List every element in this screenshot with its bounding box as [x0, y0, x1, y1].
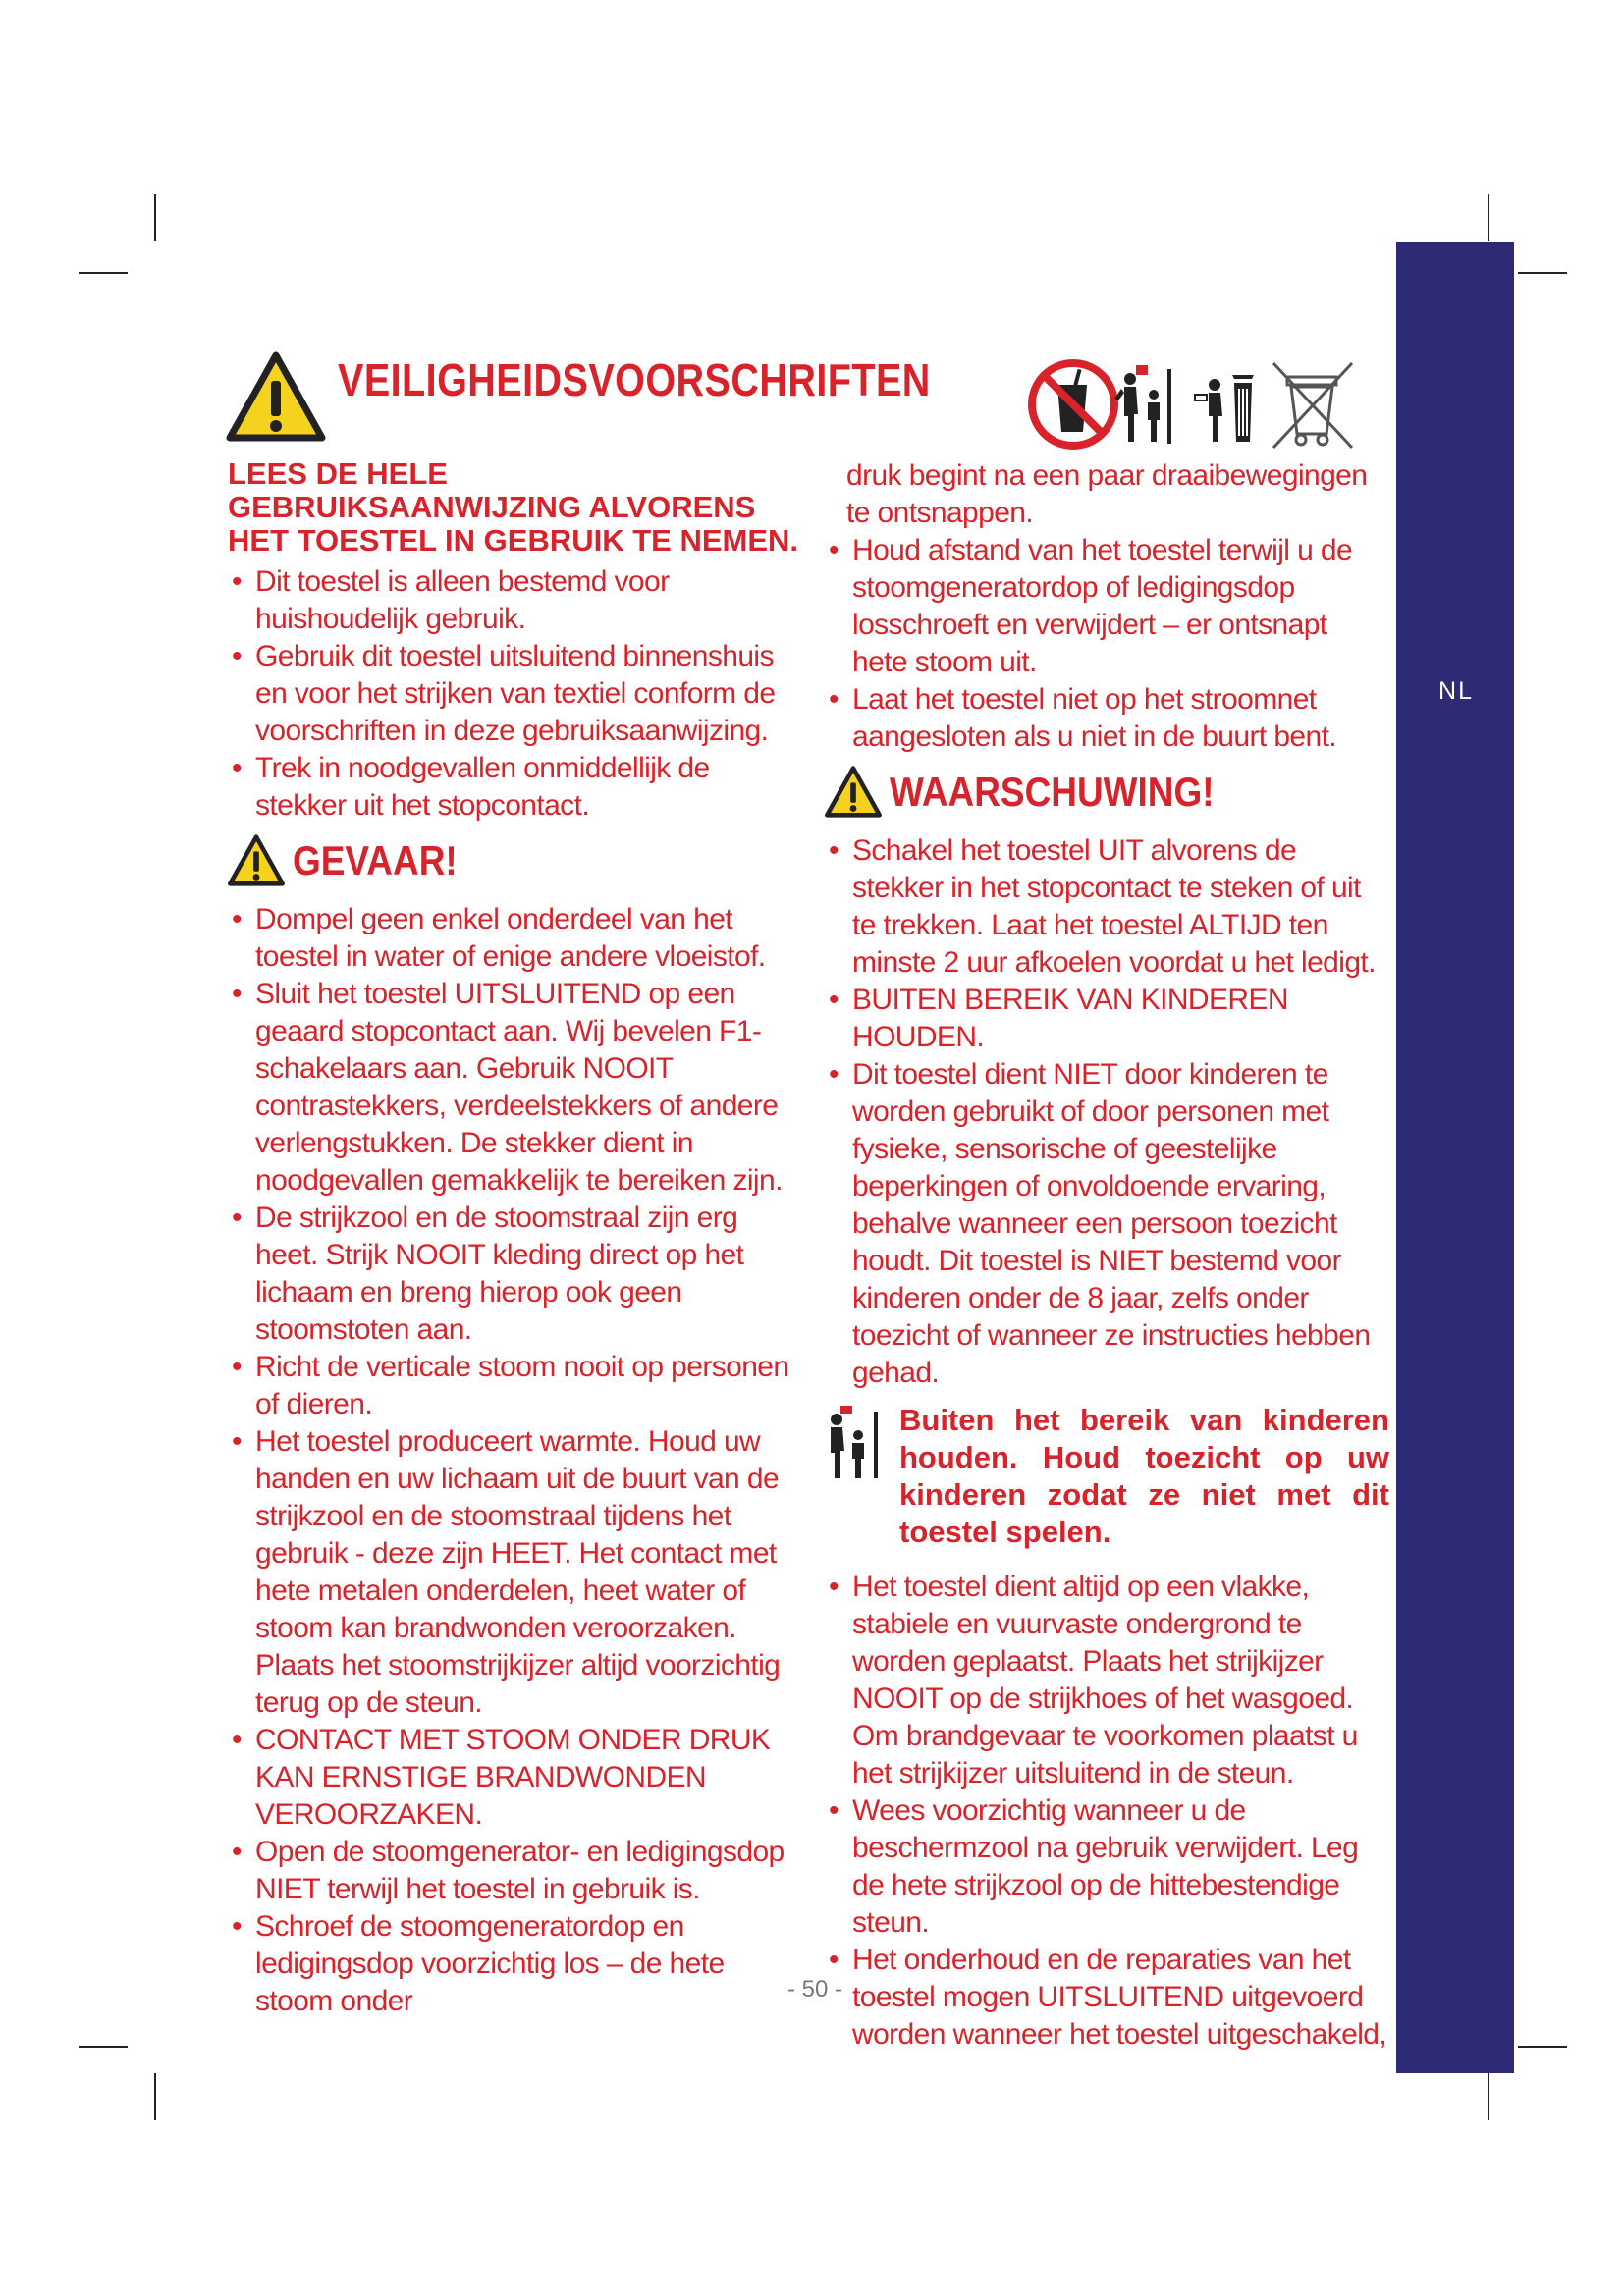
left-column — [228, 457, 807, 2020]
danger-heading — [228, 834, 807, 887]
list-item: • Richt de verticale stoom nooit op personen of dieren. — [228, 1349, 807, 1423]
children-near-appliance-icon — [825, 1406, 884, 1480]
list-item: • Sluit het toestel UITSLUITEND op een geaard stopcontact aan. Wij bevelen F1-schakelaars aan. Gebruik NOOIT contrastekkers, verdeelstekkers of andere verlengstukken. De stekker dient in noodgevallen gemakkelijk te bereiken zijn. — [228, 976, 807, 1200]
crop-mark — [154, 194, 156, 241]
lead-instruction: LEES DE HELE GEBRUIKSAANWIJZING ALVORENS HET TOESTEL IN GEBRUIK TE NEMEN. — [228, 456, 799, 558]
warning-title: WAARSCHUWING! — [890, 769, 1215, 815]
list-item: • Houd afstand van het toestel terwijl u de stoomgeneratordop of ledigingsdop losschroeft en verwijdert – er ontsnapt hete stoom uit. — [825, 532, 1389, 681]
list-item: • Gebruik dit toestel uitsluitend binnenshuis en voor het strijken van textiel conform de voorschriften in deze gebruiksaanwijzing. — [228, 638, 807, 750]
warning-triangle-icon — [228, 834, 285, 887]
language-side-tab — [1396, 242, 1514, 2073]
crop-mark — [1488, 194, 1489, 241]
list-item: • Schroef de stoomgeneratordop en ledigingsdop voorzichtig los – de hete stoom onder — [228, 1908, 807, 2020]
children-notice-text: Buiten het bereik van kinderen houden. Houd toezicht op uw kinderen zodat ze niet met dit toestel spelen. — [899, 1403, 1389, 1549]
warning-list — [825, 832, 1389, 1392]
list-item: • Dit toestel is alleen bestemd voor huishoudelijk gebruik. — [228, 563, 807, 638]
list-item: • Schakel het toestel UIT alvorens de stekker in het stopcontact te steken of uit te trekken. Laat het toestel ALTIJD ten minste 2 uur afkoelen voordat u het ledigt. — [825, 832, 1389, 982]
continued-text: druk begint na een paar draaibewegingen te ontsnappen. — [846, 459, 1368, 529]
list-item: • Het toestel produceert warmte. Houd uw handen en uw lichaam uit de buurt van de strijkzool en de stoomstraal tijdens het gebruik - deze zijn HEET. Het contact met hete metalen onderdelen, heet water of stoom kan brandwonden veroorzaken. Plaats het stoomstrijkijzer altijd voorzichtig terug op de steun. — [228, 1423, 807, 1722]
right-column — [825, 457, 1389, 2054]
children-notice — [825, 1402, 1389, 1551]
danger-list — [228, 901, 807, 2020]
list-item: • Het onderhoud en de reparaties van het toestel mogen UITSLUITEND uitgevoerd worden wanneer het toestel uitgeschakeld, — [825, 1942, 1389, 2054]
list-item: • Dompel geen enkel onderdeel van het toestel in water of enige andere vloeistof. — [228, 901, 807, 976]
recycle-bin-icon — [1195, 375, 1254, 442]
page-number: - 50 - — [786, 1976, 842, 2002]
list-item: • Dit toestel dient NIET door kinderen te worden gebruikt of door personen met fysieke, sensorische of geestelijke beperkingen of onvoldoende ervaring, behalve wanneer een persoon toezicht houdt. Dit toestel is NIET bestemd voor kinderen onder de 8 jaar, zelfs onder toezicht of wanneer ze instructies hebben gehad. — [825, 1056, 1389, 1392]
intro-list — [228, 563, 807, 825]
crop-mark — [1488, 2073, 1489, 2120]
list-item: • Het toestel dient altijd op een vlakke, stabiele en vuurvaste ondergrond te worden geplaatst. Plaats het strijkijzer NOOIT op de strijkhoes of het wasgoed. Om brandgevaar te voorkomen plaatst u het strijkijzer uitsluitend in de steun. — [825, 1569, 1389, 1792]
no-drinking-icon — [1032, 363, 1114, 446]
page-title: VEILIGHEIDSVOORSCHRIFTEN — [338, 354, 931, 405]
crop-mark — [79, 272, 128, 274]
danger-title: GEVAAR! — [293, 837, 458, 883]
list-item: • Trek in noodgevallen onmiddellijk de stekker uit het stopcontact. — [228, 750, 807, 825]
list-item: • Laat het toestel niet op het stroomnet aangesloten als u niet in de buurt bent. — [825, 681, 1389, 756]
crop-mark — [1518, 2046, 1567, 2048]
warning-triangle-icon — [226, 351, 326, 449]
list-item: • Open de stoomgenerator- en ledigingsdop NIET terwijl het toestel in gebruik is. — [228, 1834, 807, 1908]
crop-mark — [79, 2046, 128, 2048]
list-item: • CONTACT MET STOOM ONDER DRUK KAN ERNSTIGE BRANDWONDEN VEROORZAKEN. — [228, 1722, 807, 1834]
children-near-appliance-icon — [1114, 365, 1171, 444]
warning-heading — [825, 766, 1389, 819]
list-item: • De strijkzool en de stoomstraal zijn erg heet. Strijk NOOIT kleding direct op het lichaam en breng hierop ook geen stoomstoten aan. — [228, 1200, 807, 1349]
crop-mark — [1518, 272, 1567, 274]
language-label: NL — [1438, 677, 1474, 705]
warning-triangle-icon — [825, 766, 882, 819]
placement-list — [825, 1569, 1389, 2054]
pictogram-strip — [1026, 355, 1389, 452]
crop-mark — [154, 2073, 156, 2120]
list-item: • BUITEN BEREIK VAN KINDEREN HOUDEN. — [825, 982, 1389, 1056]
list-item: • Wees voorzichtig wanneer u de beschermzool na gebruik verwijdert. Leg de hete strijkzool op de hittebestendige steun. — [825, 1792, 1389, 1942]
crossed-out-wheelie-bin-icon — [1273, 363, 1352, 448]
steam-list — [825, 532, 1389, 756]
